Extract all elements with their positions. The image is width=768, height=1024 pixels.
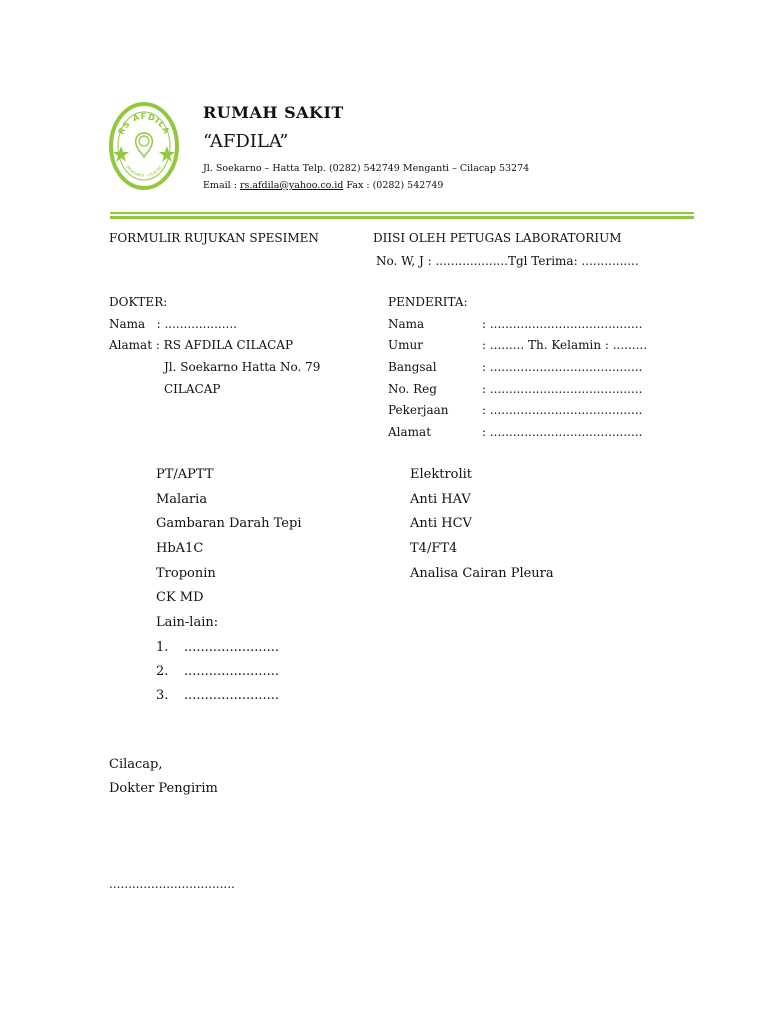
email-link[interactable]: rs.afdila@yahoo.co.id — [239, 180, 344, 191]
patient-heading: PENDERITA: — [388, 295, 468, 309]
lab-section-title: DIISI OLEH PETUGAS LABORATORIUM — [373, 231, 622, 245]
patient-value: : ........................................ — [482, 403, 643, 417]
other-item-blank: ....................... — [184, 688, 280, 703]
form-title: FORMULIR RUJUKAN SPESIMEN — [109, 231, 319, 245]
signature-line: ................................. — [109, 877, 235, 891]
test-label: Anti HAV — [410, 492, 471, 507]
test-label: Elektrolit — [410, 467, 473, 482]
test-label: T4/FT4 — [410, 541, 458, 556]
patient-value: : ......... Th. Kelamin : ......... — [482, 338, 648, 352]
doctor-heading: DOKTER: — [109, 295, 168, 309]
patient-label: Alamat — [388, 425, 432, 439]
other-item-blank: ....................... — [184, 640, 280, 655]
patient-value: : ........................................ — [482, 317, 643, 331]
other-item-number: 3. — [156, 688, 169, 703]
other-item-number: 2. — [156, 664, 169, 679]
svg-text:RS AFDILA: RS AFDILA — [116, 111, 172, 136]
header-divider — [110, 212, 694, 214]
patient-label: Pekerjaan — [388, 403, 449, 417]
test-label: Analisa Cairan Pleura — [410, 566, 554, 581]
patient-label: Nama — [388, 317, 425, 331]
patient-label: Umur — [388, 338, 423, 352]
fax-text: Fax : (0282) 542749 — [343, 180, 444, 191]
doctor-address-line2: Jl. Soekarno Hatta No. 79 — [164, 360, 321, 374]
test-label: HbA1C — [156, 541, 204, 556]
patient-label: No. Reg — [388, 382, 437, 396]
test-label: Anti HCV — [410, 516, 472, 531]
test-label: Troponin — [156, 566, 216, 581]
test-label: PT/APTT — [156, 467, 214, 482]
patient-value: : ........................................ — [482, 425, 643, 439]
lab-line: No. W, J : ...................Tgl Terima: ............... — [376, 254, 639, 268]
patient-value: : ........................................ — [482, 360, 643, 374]
hospital-address: Jl. Soekarno – Hatta Telp. (0282) 542749 Menganti – Cilacap 53274 — [203, 163, 530, 174]
other-item-blank: ....................... — [184, 664, 280, 679]
doctor-name-row: Nama : ................... — [109, 317, 237, 331]
other-item-number: 1. — [156, 640, 169, 655]
svg-text:MENGANTI - CILACAP: MENGANTI - CILACAP — [125, 164, 163, 179]
doctor-address-row: Alamat : RS AFDILA CILACAP — [109, 338, 294, 352]
doctor-address-line3: CILACAP — [164, 382, 221, 396]
test-label: Malaria — [156, 492, 208, 507]
patient-value: : ........................................ — [482, 382, 643, 396]
hospital-name: “AFDILA” — [203, 131, 289, 152]
test-label: Gambaran Darah Tepi — [156, 516, 302, 531]
test-label: Lain-lain: — [156, 615, 219, 630]
hospital-logo — [108, 101, 180, 191]
hospital-title: RUMAH SAKIT — [203, 103, 344, 122]
signature-role: Dokter Pengirim — [109, 781, 218, 796]
header-divider-thick — [110, 216, 694, 219]
hospital-contact — [203, 180, 443, 191]
email-label: Email : — [203, 180, 240, 191]
patient-label: Bangsal — [388, 360, 437, 374]
signature-place: Cilacap, — [109, 757, 163, 772]
test-label: CK MD — [156, 590, 204, 605]
